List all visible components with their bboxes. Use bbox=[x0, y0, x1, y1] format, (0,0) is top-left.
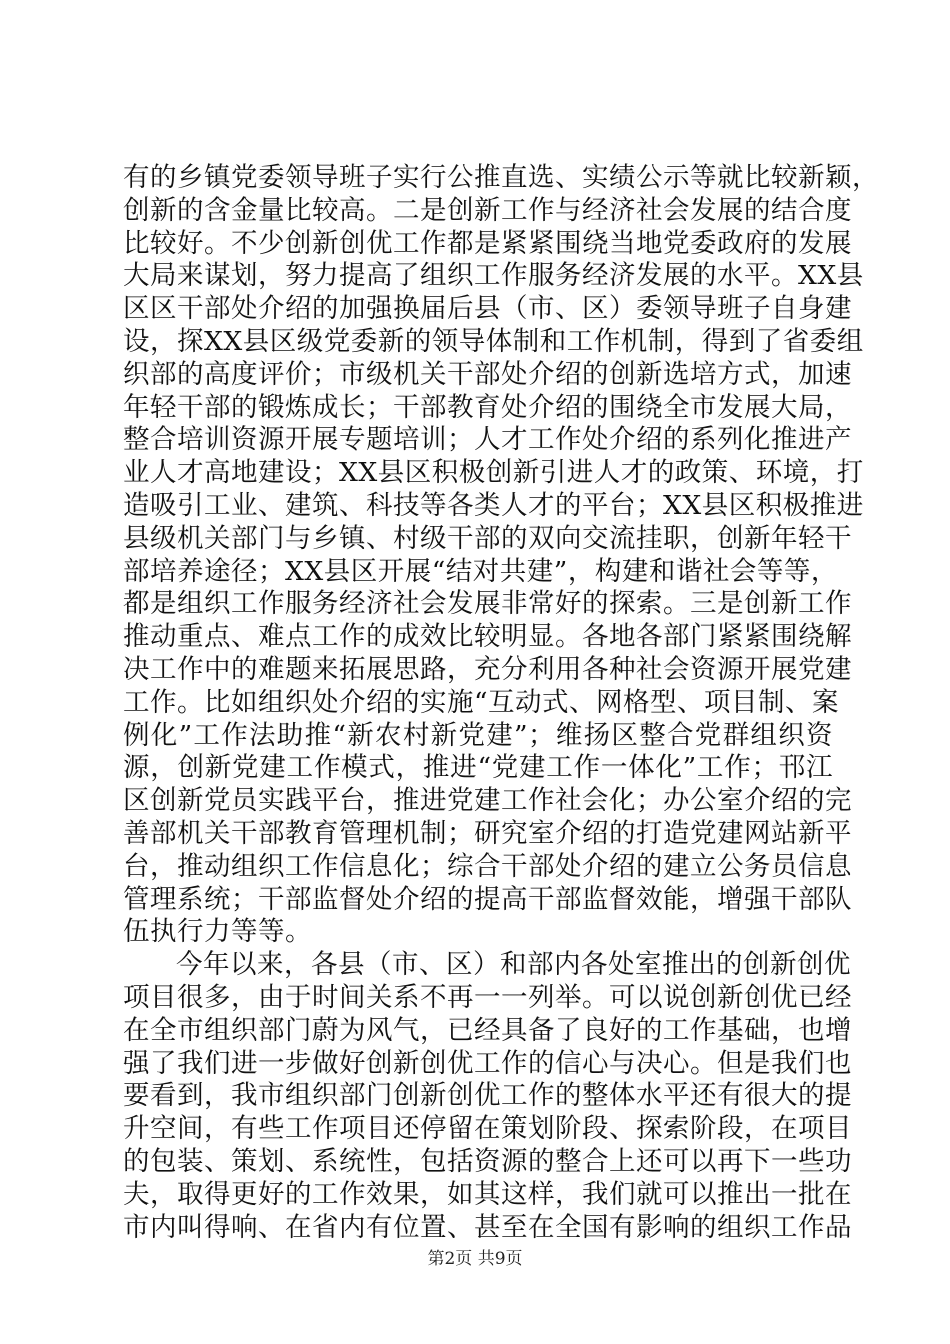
text-line: 大局来谋划，努力提高了组织工作服务经济发展的水平。XX县 bbox=[123, 260, 864, 292]
text-line: 在全市组织部门蔚为风气，已经具备了良好的工作基础，也增 bbox=[123, 1014, 852, 1046]
paragraph bbox=[123, 949, 852, 1244]
text-line: 造吸引工业、建筑、科技等各类人才的平台；XX县区积极推进 bbox=[123, 489, 864, 521]
text-line: 织部的高度评价；市级机关干部处介绍的创新选培方式，加速 bbox=[123, 358, 852, 390]
text-line: 整合培训资源开展专题培训；人才工作处介绍的系列化推进产 bbox=[123, 424, 852, 456]
text-line: 决工作中的难题来拓展思路，充分利用各种社会资源开展党建 bbox=[123, 653, 852, 685]
text-line: 都是组织工作服务经济社会发展非常好的探索。三是创新工作 bbox=[123, 588, 852, 620]
text-line: 区创新党员实践平台，推进党建工作社会化；办公室介绍的完 bbox=[123, 785, 852, 817]
text-line: 今年以来，各县（市、区）和部内各处室推出的创新创优 bbox=[176, 949, 851, 981]
text-line: 工作。比如组织处介绍的实施“互动式、网格型、项目制、案 bbox=[123, 686, 840, 718]
page-number-footer: 第2页 共9页 bbox=[427, 1249, 523, 1269]
text-line: 伍执行力等等。 bbox=[123, 916, 312, 948]
text-line: 部培养途径；XX县区开展“结对共建”，构建和谐社会等等， bbox=[123, 555, 838, 587]
text-line: 源，创新党建工作模式，推进“党建工作一体化”工作；邗江 bbox=[123, 752, 833, 784]
text-line: 要看到，我市组织部门创新创优工作的整体水平还有很大的提 bbox=[123, 1080, 852, 1112]
text-line: 业人才高地建设；XX县区积极创新引进人才的政策、环境，打 bbox=[123, 457, 864, 489]
body-text bbox=[123, 162, 879, 1244]
text-line: 推动重点、难点工作的成效比较明显。各地各部门紧紧围绕解 bbox=[123, 621, 852, 653]
text-line: 市内叫得响、在省内有位置、甚至在全国有影响的组织工作品 bbox=[123, 1211, 852, 1243]
text-line: 善部机关干部教育管理机制；研究室介绍的打造党建网站新平 bbox=[123, 817, 852, 849]
text-line: 设，探XX县区级党委新的领导体制和工作机制，得到了省委组 bbox=[123, 325, 864, 357]
text-line: 比较好。不少创新创优工作都是紧紧围绕当地党委政府的发展 bbox=[123, 227, 852, 259]
text-line: 的包装、策划、系统性，包括资源的整合上还可以再下一些功 bbox=[123, 1145, 852, 1177]
text-line: 例化”工作法助推“新农村新党建”；维扬区整合党群组织资 bbox=[123, 719, 833, 751]
text-line: 区区干部处介绍的加强换届后县（市、区）委领导班子自身建 bbox=[123, 293, 852, 325]
text-line: 强了我们进一步做好创新创优工作的信心与决心。但是我们也 bbox=[123, 1047, 852, 1079]
text-line: 夫，取得更好的工作效果，如其这样，我们就可以推出一批在 bbox=[123, 1178, 852, 1210]
paragraph bbox=[123, 162, 879, 949]
text-line: 年轻干部的锻炼成长；干部教育处介绍的围绕全市发展大局， bbox=[123, 391, 852, 423]
text-line: 项目很多，由于时间关系不再一一列举。可以说创新创优已经 bbox=[123, 981, 852, 1013]
text-line: 县级机关部门与乡镇、村级干部的双向交流挂职，创新年轻干 bbox=[123, 522, 852, 554]
text-line: 管理系统；干部监督处介绍的提高干部监督效能，增强干部队 bbox=[123, 883, 852, 915]
text-line: 升空间，有些工作项目还停留在策划阶段、探索阶段，在项目 bbox=[123, 1113, 852, 1145]
text-line: 台，推动组织工作信息化；综合干部处介绍的建立公务员信息 bbox=[123, 850, 852, 882]
text-line: 创新的含金量比较高。二是创新工作与经济社会发展的结合度 bbox=[123, 194, 852, 226]
text-line: 有的乡镇党委领导班子实行公推直选、实绩公示等就比较新颖， bbox=[123, 162, 879, 193]
